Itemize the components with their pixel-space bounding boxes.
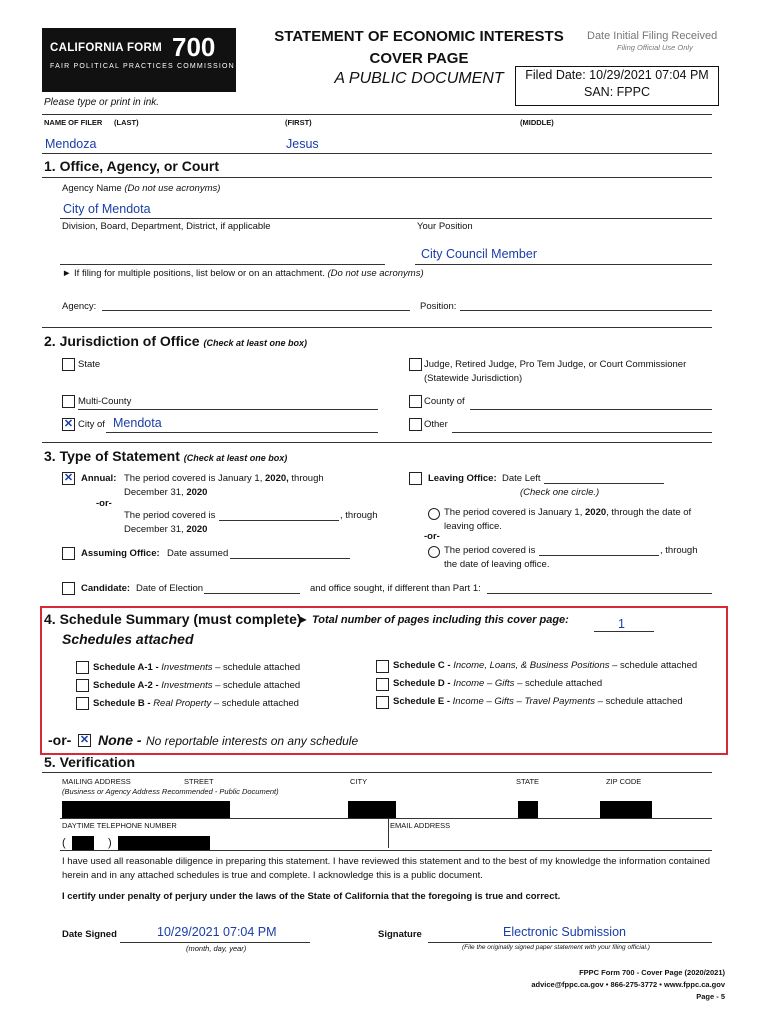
date-signed-label: Date Signed bbox=[62, 929, 117, 940]
ink-instruction: Please type or print in ink. bbox=[44, 97, 160, 108]
city-field[interactable]: Mendota bbox=[113, 416, 162, 430]
redacted-state bbox=[518, 801, 538, 818]
redacted-city bbox=[348, 801, 396, 818]
schedules-attached-label: Schedules attached bbox=[62, 631, 194, 647]
section-5-title: 5. Verification bbox=[44, 754, 136, 770]
schedule-a1-label: Schedule A-1 - Investments – schedule attached bbox=[93, 662, 301, 673]
leaving-option-2-label: The period covered is bbox=[444, 545, 536, 556]
email-label: EMAIL ADDRESS bbox=[390, 821, 451, 830]
filer-name-label: NAME OF FILER bbox=[44, 118, 103, 127]
agency-name-field[interactable]: City of Mendota bbox=[63, 202, 151, 216]
leaving-option-1-line2: leaving office. bbox=[444, 521, 502, 532]
dec31-label: December 31, 2020 bbox=[124, 524, 208, 535]
phone-close-paren: ) bbox=[108, 837, 112, 849]
annual-checkbox[interactable]: ✕ bbox=[63, 472, 74, 484]
public-document-label: A PUBLIC DOCUMENT bbox=[334, 70, 504, 87]
mailing-address-label: MAILING ADDRESS bbox=[62, 777, 131, 786]
signature-label: Signature bbox=[378, 929, 422, 940]
diligence-statement-line2: herein and in any attached schedules is true and complete. I acknowledge this is a public document. bbox=[62, 870, 483, 881]
or-separator-2: -or- bbox=[424, 531, 440, 542]
check-one-note: (Check one circle.) bbox=[520, 487, 600, 498]
state-label: STATE bbox=[516, 777, 540, 786]
street-label: STREET bbox=[184, 777, 214, 786]
state-checkbox[interactable] bbox=[62, 358, 75, 371]
agency-name: FAIR POLITICAL PRACTICES COMMISSION bbox=[50, 63, 235, 70]
leaving-date-label: the date of leaving office. bbox=[444, 559, 550, 570]
filed-date: Filed Date: 10/29/2021 07:04 PM bbox=[525, 68, 709, 82]
assuming-office-checkbox[interactable] bbox=[62, 547, 75, 560]
perjury-certification: I certify under penalty of perjury under the laws of the State of California that the foregoing is true and correct. bbox=[62, 891, 561, 902]
schedule-d-label: Schedule D - Income – Gifts – schedule attached bbox=[393, 678, 603, 689]
date-format-note: (month, day, year) bbox=[186, 944, 247, 953]
filed-date-stamp bbox=[515, 66, 719, 106]
footer-contact: advice@fppc.ca.gov • 866-275-3772 • www.fppc.ca.gov bbox=[531, 980, 725, 989]
judge-label: Judge, Retired Judge, Pro Tem Judge, or Court Commissioner bbox=[424, 359, 687, 370]
redacted-area-code bbox=[72, 836, 94, 851]
judge-checkbox[interactable] bbox=[409, 358, 422, 371]
or-separator-3: -or- bbox=[48, 732, 72, 748]
total-pages-field[interactable]: 1 bbox=[618, 617, 625, 631]
schedule-b-checkbox[interactable] bbox=[76, 697, 89, 710]
last-name-label: (LAST) bbox=[114, 118, 139, 127]
footer-page-number: Page - 5 bbox=[696, 992, 725, 1001]
annual-period-line1: The period covered is January 1, 2020, through bbox=[124, 473, 324, 484]
annual-period-line2: December 31, 2020 bbox=[124, 487, 208, 498]
city-label: CITY bbox=[350, 777, 368, 786]
section-3-title: 3. Type of Statement (Check at least one box) bbox=[44, 448, 288, 464]
schedule-e-label: Schedule E - Income – Gifts – Travel Payments – schedule attached bbox=[393, 696, 683, 707]
or-separator-1: -or- bbox=[96, 498, 112, 509]
period-covered-label: The period covered is bbox=[124, 510, 216, 521]
election-date-label: Date of Election bbox=[136, 583, 204, 594]
division-label: Division, Board, Department, District, if applicable bbox=[62, 221, 271, 232]
san: SAN: FPPC bbox=[584, 85, 650, 99]
schedule-d-checkbox[interactable] bbox=[376, 678, 389, 691]
total-pages-label: ► Total number of pages including this cover page: bbox=[298, 614, 569, 626]
redacted-phone bbox=[118, 836, 210, 851]
your-position-label: Your Position bbox=[417, 221, 473, 232]
agency-2-label: Agency: bbox=[62, 301, 97, 312]
date-assumed-label: Date assumed bbox=[167, 548, 229, 559]
leaving-through-label: , through bbox=[660, 545, 698, 556]
form-label: CALIFORNIA FORM bbox=[50, 42, 163, 54]
schedule-c-label: Schedule C - Income, Loans, & Business Positions – schedule attached bbox=[393, 660, 698, 671]
address-note: (Business or Agency Address Recommended - Public Document) bbox=[62, 787, 279, 796]
none-checkbox[interactable]: ✕ bbox=[79, 734, 90, 746]
section-4-title: 4. Schedule Summary (must complete) bbox=[44, 611, 302, 627]
through-label: , through bbox=[340, 510, 378, 521]
received-label: Date Initial Filing Received bbox=[587, 30, 718, 42]
redacted-zip bbox=[600, 801, 652, 818]
none-note: No reportable interests on any schedule bbox=[146, 734, 359, 748]
leaving-option-1-radio[interactable] bbox=[428, 508, 440, 520]
candidate-label: Candidate: bbox=[81, 583, 131, 594]
date-signed-field[interactable]: 10/29/2021 07:04 PM bbox=[157, 925, 277, 939]
date-left-label: Date Left bbox=[502, 473, 541, 484]
first-name-label: (FIRST) bbox=[285, 118, 312, 127]
annual-label: Annual: bbox=[81, 473, 117, 484]
form-header-box bbox=[42, 28, 236, 92]
other-label: Other bbox=[424, 419, 448, 430]
zip-label: ZIP CODE bbox=[606, 777, 642, 786]
city-of-label: City of bbox=[78, 419, 105, 430]
office-sought-label: and office sought, if different than Part 1: bbox=[310, 583, 481, 594]
multi-county-label: Multi-County bbox=[78, 396, 132, 407]
other-checkbox[interactable] bbox=[409, 418, 422, 431]
phone-open-paren: ( bbox=[62, 837, 66, 849]
county-checkbox[interactable] bbox=[409, 395, 422, 408]
multiple-positions-note: ► If filing for multiple positions, list below or on an attachment. (Do not use acronyms) bbox=[62, 268, 424, 279]
section-2-title: 2. Jurisdiction of Office (Check at least one box) bbox=[44, 333, 308, 349]
state-label: State bbox=[78, 359, 101, 370]
county-of-label: County of bbox=[424, 396, 465, 407]
leaving-office-checkbox[interactable] bbox=[409, 472, 422, 485]
redacted-street bbox=[62, 801, 230, 818]
form-title: STATEMENT OF ECONOMIC INTERESTS bbox=[274, 28, 564, 45]
section-1-title: 1. Office, Agency, or Court bbox=[44, 158, 220, 174]
assuming-office-label: Assuming Office: bbox=[81, 548, 160, 559]
signature-note: (File the originally signed paper statement with your filing official.) bbox=[462, 944, 650, 951]
judge-note: (Statewide Jurisdiction) bbox=[424, 373, 523, 384]
none-label: None - bbox=[98, 732, 142, 748]
schedule-b-label: Schedule B - Real Property – schedule attached bbox=[93, 698, 299, 709]
leaving-option-2-radio[interactable] bbox=[428, 546, 440, 558]
middle-name-label: (MIDDLE) bbox=[520, 118, 554, 127]
leaving-option-1-line1: The period covered is January 1, 2020, through the date of bbox=[444, 507, 692, 518]
form-number: 700 bbox=[172, 32, 216, 62]
footer-form-info: FPPC Form 700 - Cover Page (2020/2021) bbox=[579, 968, 725, 977]
first-name-field[interactable]: Jesus bbox=[286, 137, 319, 151]
city-checkbox[interactable]: ✕ bbox=[63, 418, 74, 430]
phone-label: DAYTIME TELEPHONE NUMBER bbox=[62, 821, 177, 830]
schedule-a2-checkbox[interactable] bbox=[76, 679, 89, 692]
multi-county-checkbox[interactable] bbox=[62, 395, 75, 408]
schedule-c-checkbox[interactable] bbox=[376, 660, 389, 673]
position-field[interactable]: City Council Member bbox=[421, 247, 538, 261]
signature-field[interactable]: Electronic Submission bbox=[503, 925, 626, 939]
form-subtitle: COVER PAGE bbox=[369, 50, 469, 67]
schedule-a2-label: Schedule A-2 - Investments – schedule attached bbox=[93, 680, 301, 691]
leaving-office-label: Leaving Office: bbox=[428, 473, 497, 484]
last-name-field[interactable]: Mendoza bbox=[45, 137, 97, 151]
diligence-statement-line1: I have used all reasonable diligence in preparing this statement. I have reviewed this statement and to the best of my knowledge the information contained bbox=[62, 856, 710, 867]
agency-name-label: Agency Name (Do not use acronyms) bbox=[62, 183, 221, 194]
official-use-label: Filing Official Use Only bbox=[617, 43, 693, 52]
schedule-e-checkbox[interactable] bbox=[376, 696, 389, 709]
position-2-label: Position: bbox=[420, 301, 457, 312]
schedule-a1-checkbox[interactable] bbox=[76, 661, 89, 674]
candidate-checkbox[interactable] bbox=[62, 582, 75, 595]
